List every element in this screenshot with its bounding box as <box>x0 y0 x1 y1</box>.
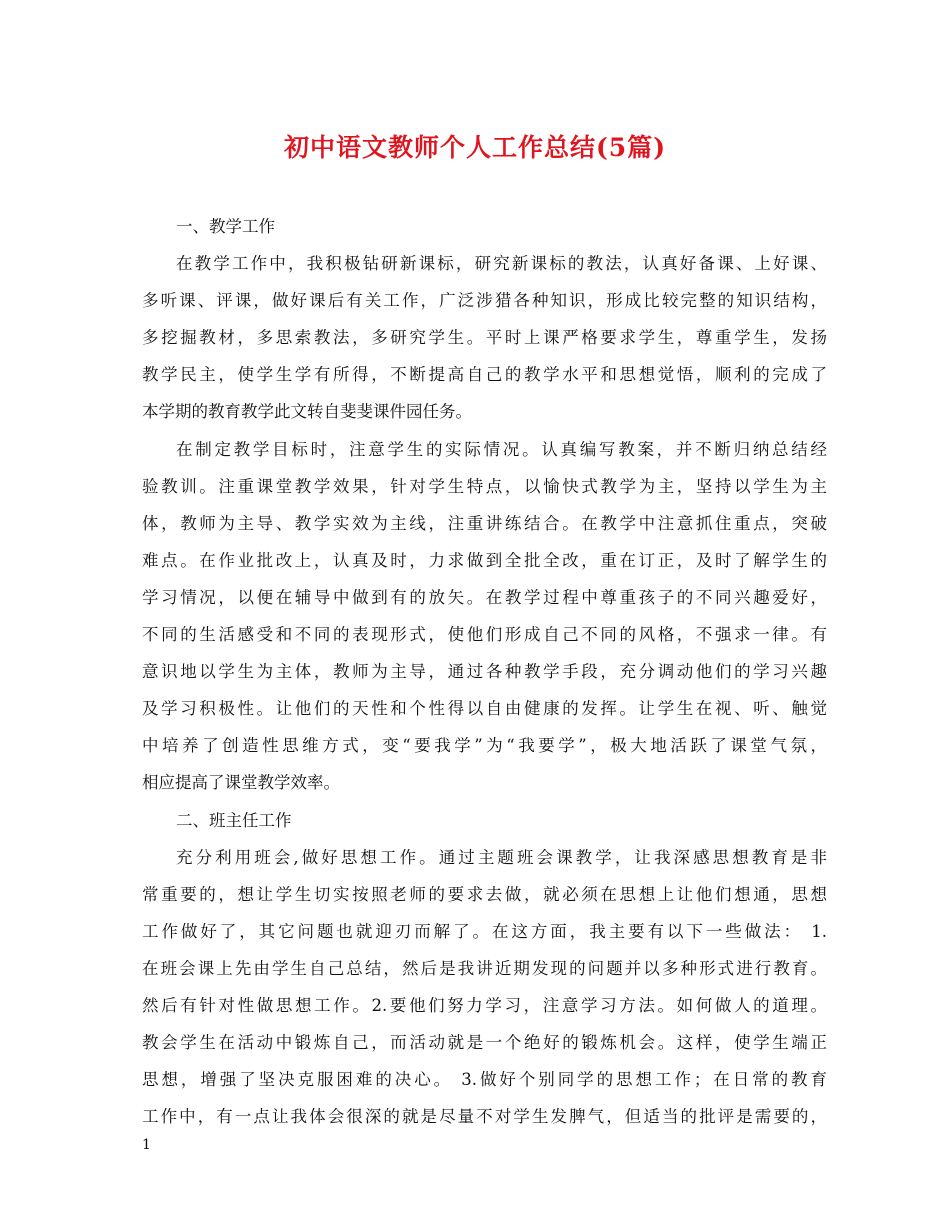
paragraph-first-line: 一、教学工作 <box>176 217 275 236</box>
paragraph-line: 意识地以学生为主体，教师为主导，通过各种教学手段，充分调动他们的学习兴趣 <box>142 662 827 682</box>
page-number: 1 <box>142 1137 151 1153</box>
paragraph-line: 常重要的，想让学生切实按照老师的要求去做，就必须在思想上让他们想通，思想 <box>142 884 827 904</box>
paragraph-line: 教会学生在活动中锻炼自己，而活动就是一个绝好的锻炼机会。这样，使学生端正 <box>142 1033 827 1053</box>
paragraph-first-line: 充分利用班会,做好思想工作。通过主题班会课教学，让我深感思想教育是非 <box>176 847 827 867</box>
paragraph-line: 在班会课上先由学生自己总结，然后是我讲近期发现的问题并以多种形式进行教育。 <box>142 958 827 978</box>
paragraph-line: 本学期的教育教学此文转自斐斐课件园任务。 <box>142 402 472 422</box>
paragraph-line: 思想，增强了坚决克服困难的决心。 3.做好个别同学的思想工作；在日常的教育 <box>142 1070 827 1090</box>
paragraph-first-line: 在教学工作中，我积极钻研新课标，研究新课标的教法，认真好备课、上好课、 <box>176 254 827 274</box>
document-body <box>142 208 827 1135</box>
paragraph-line: 工作做好了，其它问题也就迎刃而解了。在这方面，我主要有以下一些做法： 1. <box>142 921 827 941</box>
paragraph-line: 然后有针对性做思想工作。2.要他们努力学习，注意学习方法。如何做人的道理。 <box>142 995 827 1015</box>
paragraph-first-line: 在制定教学目标时，注意学生的实际情况。认真编写教案，并不断归纳总结经 <box>176 439 827 459</box>
paragraph-line: 多听课、评课，做好课后有关工作，广泛涉猎各种知识，形成比较完整的知识结构， <box>142 291 827 311</box>
paragraph-first-line: 二、班主任工作 <box>176 810 292 830</box>
paragraph-line: 学习情况，以便在辅导中做到有的放矢。在教学过程中尊重孩子的不同兴趣爱好， <box>142 587 827 607</box>
paragraph-line: 相应提高了课堂教学效率。 <box>142 773 340 793</box>
paragraph-line: 多挖掘教材，多思索教法，多研究学生。平时上课严格要求学生，尊重学生，发扬 <box>142 328 827 348</box>
paragraph-line: 工作中，有一点让我体会很深的就是尽量不对学生发脾气，但适当的批评是需要的， <box>142 1107 827 1127</box>
paragraph-line: 难点。在作业批改上，认真及时，力求做到全批全改，重在订正，及时了解学生的 <box>142 550 827 570</box>
paragraph-line: 验教训。注重课堂教学效果，针对学生特点，以愉快式教学为主，坚持以学生为主 <box>142 476 827 496</box>
document-title: 初中语文教师个人工作总结(5篇) <box>283 133 667 162</box>
paragraph-line: 不同的生活感受和不同的表现形式，使他们形成自己不同的风格，不强求一律。有 <box>142 625 827 645</box>
paragraph-line: 及学习积极性。让他们的天性和个性得以自由健康的发挥。让学生在视、听、触觉 <box>142 699 827 719</box>
paragraph-line: 体，教师为主导、教学实效为主线，注重讲练结合。在教学中注意抓住重点，突破 <box>142 513 827 533</box>
paragraph-line: 教学民主，使学生学有所得，不断提高自己的教学水平和思想觉悟，顺利的完成了 <box>142 365 827 385</box>
paragraph-line: 中培养了创造性思维方式，变“要我学”为“我要学”，极大地活跃了课堂气氛， <box>142 736 827 756</box>
